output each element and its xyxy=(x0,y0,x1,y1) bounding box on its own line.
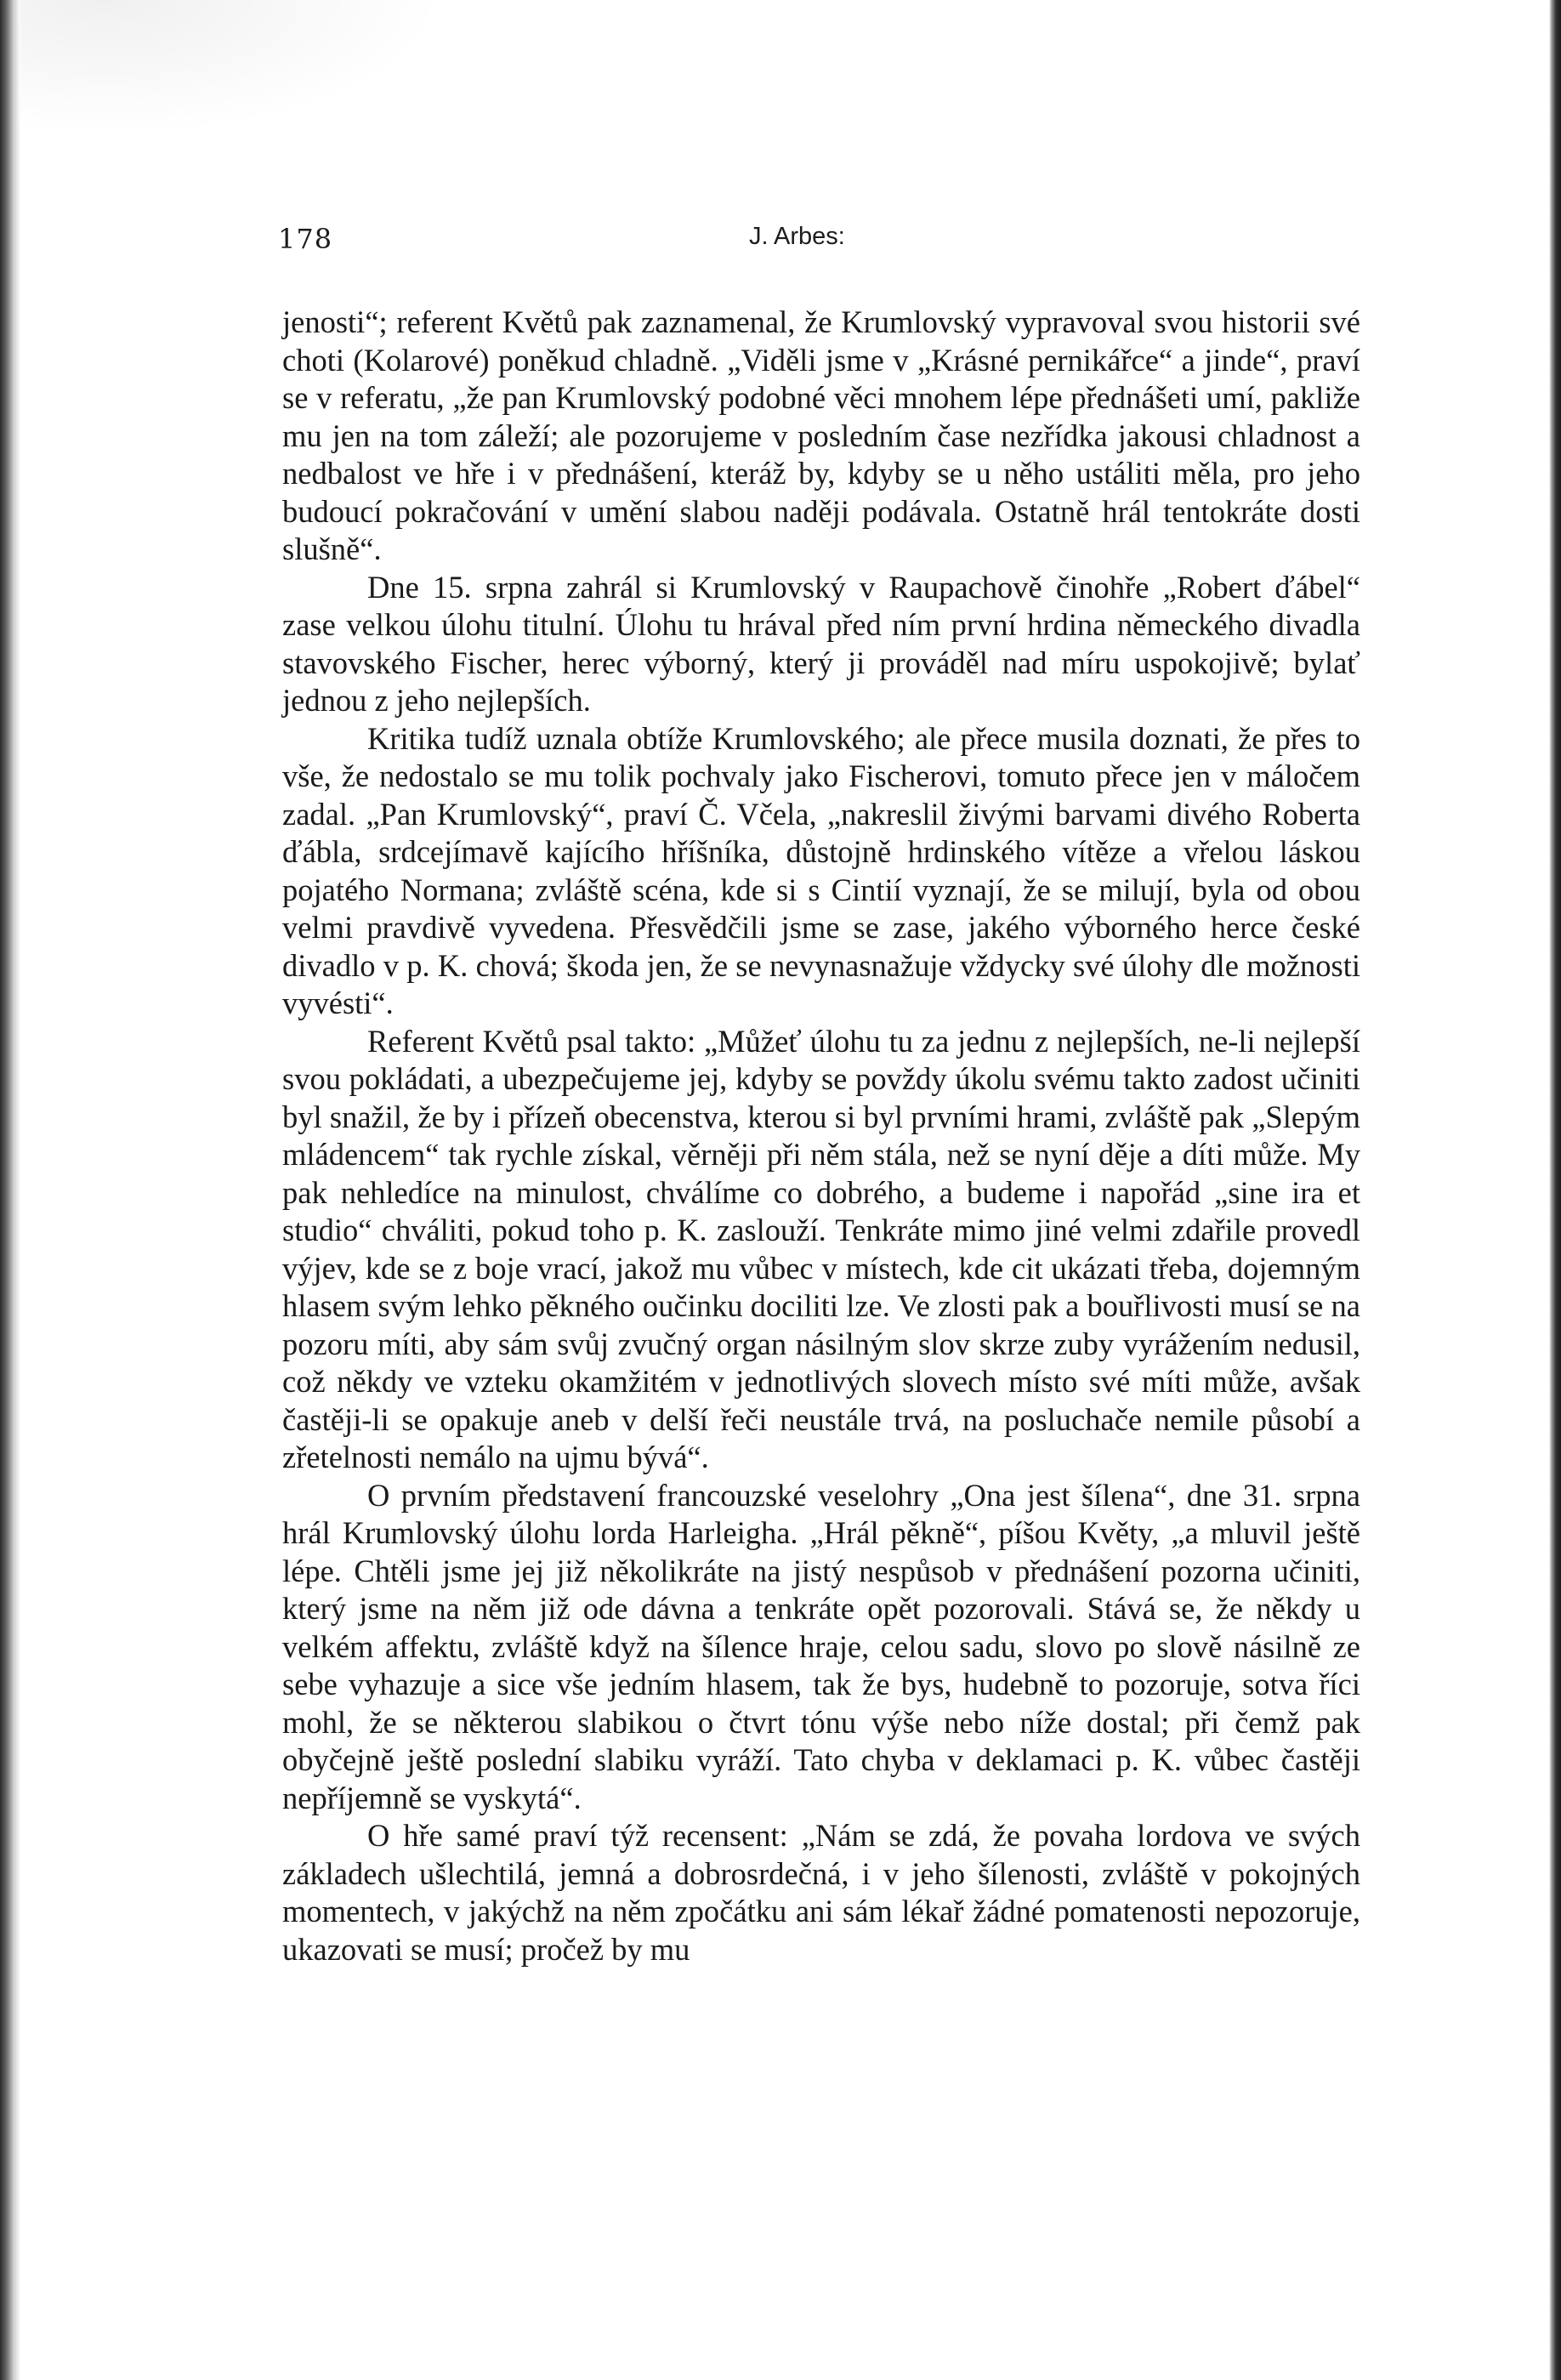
paragraph: Dne 15. srpna zahrál si Krumlovský v Raupachově činohře „Robert ďábel“ zase velkou úlohu titulní. Úlohu tu hrával před ním první hrdina německého divadla stavovského Fischer, herec výborný, který ji prováděl nad míru uspokojivě; bylať jednou z jeho nejlepších. xyxy=(282,569,1360,718)
paragraph: Kritika tudíž uznala obtíže Krumlovského; ale přece musila doznati, že přes to vše, že nedostalo se mu tolik pochvaly jako Fischerovi, tomuto přece jen v máločem zadal. „Pan Krumlovský“, praví Č. Včela, „nakreslil živými barvami divého Roberta ďábla, srdcejímavě kajícího hříšníka, důstojně hrdinského vítěze a vřelou láskou pojatého Normana; zvláště scéna, kde si s Cintií vyznají, že se milují, byla od obou velmi pravdivě vyvedena. Přesvědčili jsme se zase, jakého výborného herce české divadlo v p. K. chová; škoda jen, že se nevynasnažuje vždycky své úlohy dle možnosti vyvésti“. xyxy=(282,720,1360,1020)
paragraph: O prvním představení francouzské veselohry „Ona jest šílena“, dne 31. srpna hrál Krumlovský úlohu lorda Harleigha. „Hrál pěkně“, píšou Květy, „a mluvil ještě lépe. Chtěli jsme jej již několikráte na jistý nespůsob v přednášení pozorna učiniti, který jsme na něm již ode dávna a tenkráte opět pozorovali. Stává se, že někdy u velkém affektu, zvláště když na šílence hraje, celou sadu, slovo po slově násilně ze sebe vyhazuje a sice vše jedním hlasem, tak že bys, hudebně to pozoruje, sotva říci mohl, že se některou slabikou o čtvrt tónu výše nebo níže dostal; při čemž pak obyčejně ještě poslední slabiku vyráží. Tato chyba v deklamaci p. K. vůbec častěji nepříjemně se vyskytá“. xyxy=(282,1477,1360,1815)
running-head xyxy=(278,223,1360,265)
binding-edge-shadow xyxy=(0,0,20,2380)
running-title: J. Arbes: xyxy=(749,223,845,250)
page-edge-shadow xyxy=(1549,0,1561,2380)
body-text xyxy=(282,304,1360,1968)
paper-stain xyxy=(20,0,446,136)
paragraph: Referent Květů psal takto: „Můžeť úlohu tu za jednu z nejlepších, ne-li nejlepší svou pokládati, a ubezpečujeme jej, kdyby se povždy úkolu svému takto zadost učiniti byl snažil, že by i přízeň obecenstva, kterou si byl prvními hrami, zvláště pak „Slepým mládencem“ tak rychle získal, věrněji při něm stála, než se nyní děje a díti může. My pak nehledíce na minulost, chválíme co dobrého, a budeme i napořád „sine ira et studio“ chváliti, pokud toho p. K. zaslouží. Tenkráte mimo jiné velmi zdařile provedl výjev, kde se z boje vrací, jakož mu vůbec v místech, kde cit ukázati třeba, dojemným hlasem svým lehko pěkného oučinku dociliti lze. Ve zlosti pak a bouřlivosti musí se na pozoru míti, aby sám svůj zvučný organ násilným slov skrze zuby vyrážením nedusil, což někdy ve vzteku okamžitém v jednotlivých slovech místo své míti může, avšak častěji-li se opakuje aneb v delší řeči neustále trvá, na posluchače nemile působí a zřetelnosti nemálo na ujmu bývá“. xyxy=(282,1023,1360,1474)
paragraph-continuation: jenosti“; referent Květů pak zaznamenal, že Krumlovský vypravoval svou historii své choti (Kolarové) poněkud chladně. „Viděli jsme v „Krásné pernikářce“ a jinde“, praví se v referatu, „že pan Krumlovský podobné věci mnohem lépe přednášeti umí, pakliže mu jen na tom záleží; ale pozorujeme v posledním čase nezřídka jakousi chladnost a nedbalost ve hře i v přednášení, kteráž by, kdyby se u něho ustáliti měla, pro jeho budoucí pokračování v umění slabou naději podávala. Ostatně hrál tentokráte dosti slušně“. xyxy=(282,304,1360,566)
paragraph: O hře samé praví týž recensent: „Nám se zdá, že povaha lordova ve svých základech ušlechtilá, jemná a dobrosrdečná, i v jeho šílenosti, zvláště v pokojných momentech, v jakýchž na něm zpočátku ani sám lékař žádné pomatenosti nepozoruje, ukazovati se musí; pročež by mu xyxy=(282,1818,1360,1967)
page-number: 178 xyxy=(278,223,333,255)
